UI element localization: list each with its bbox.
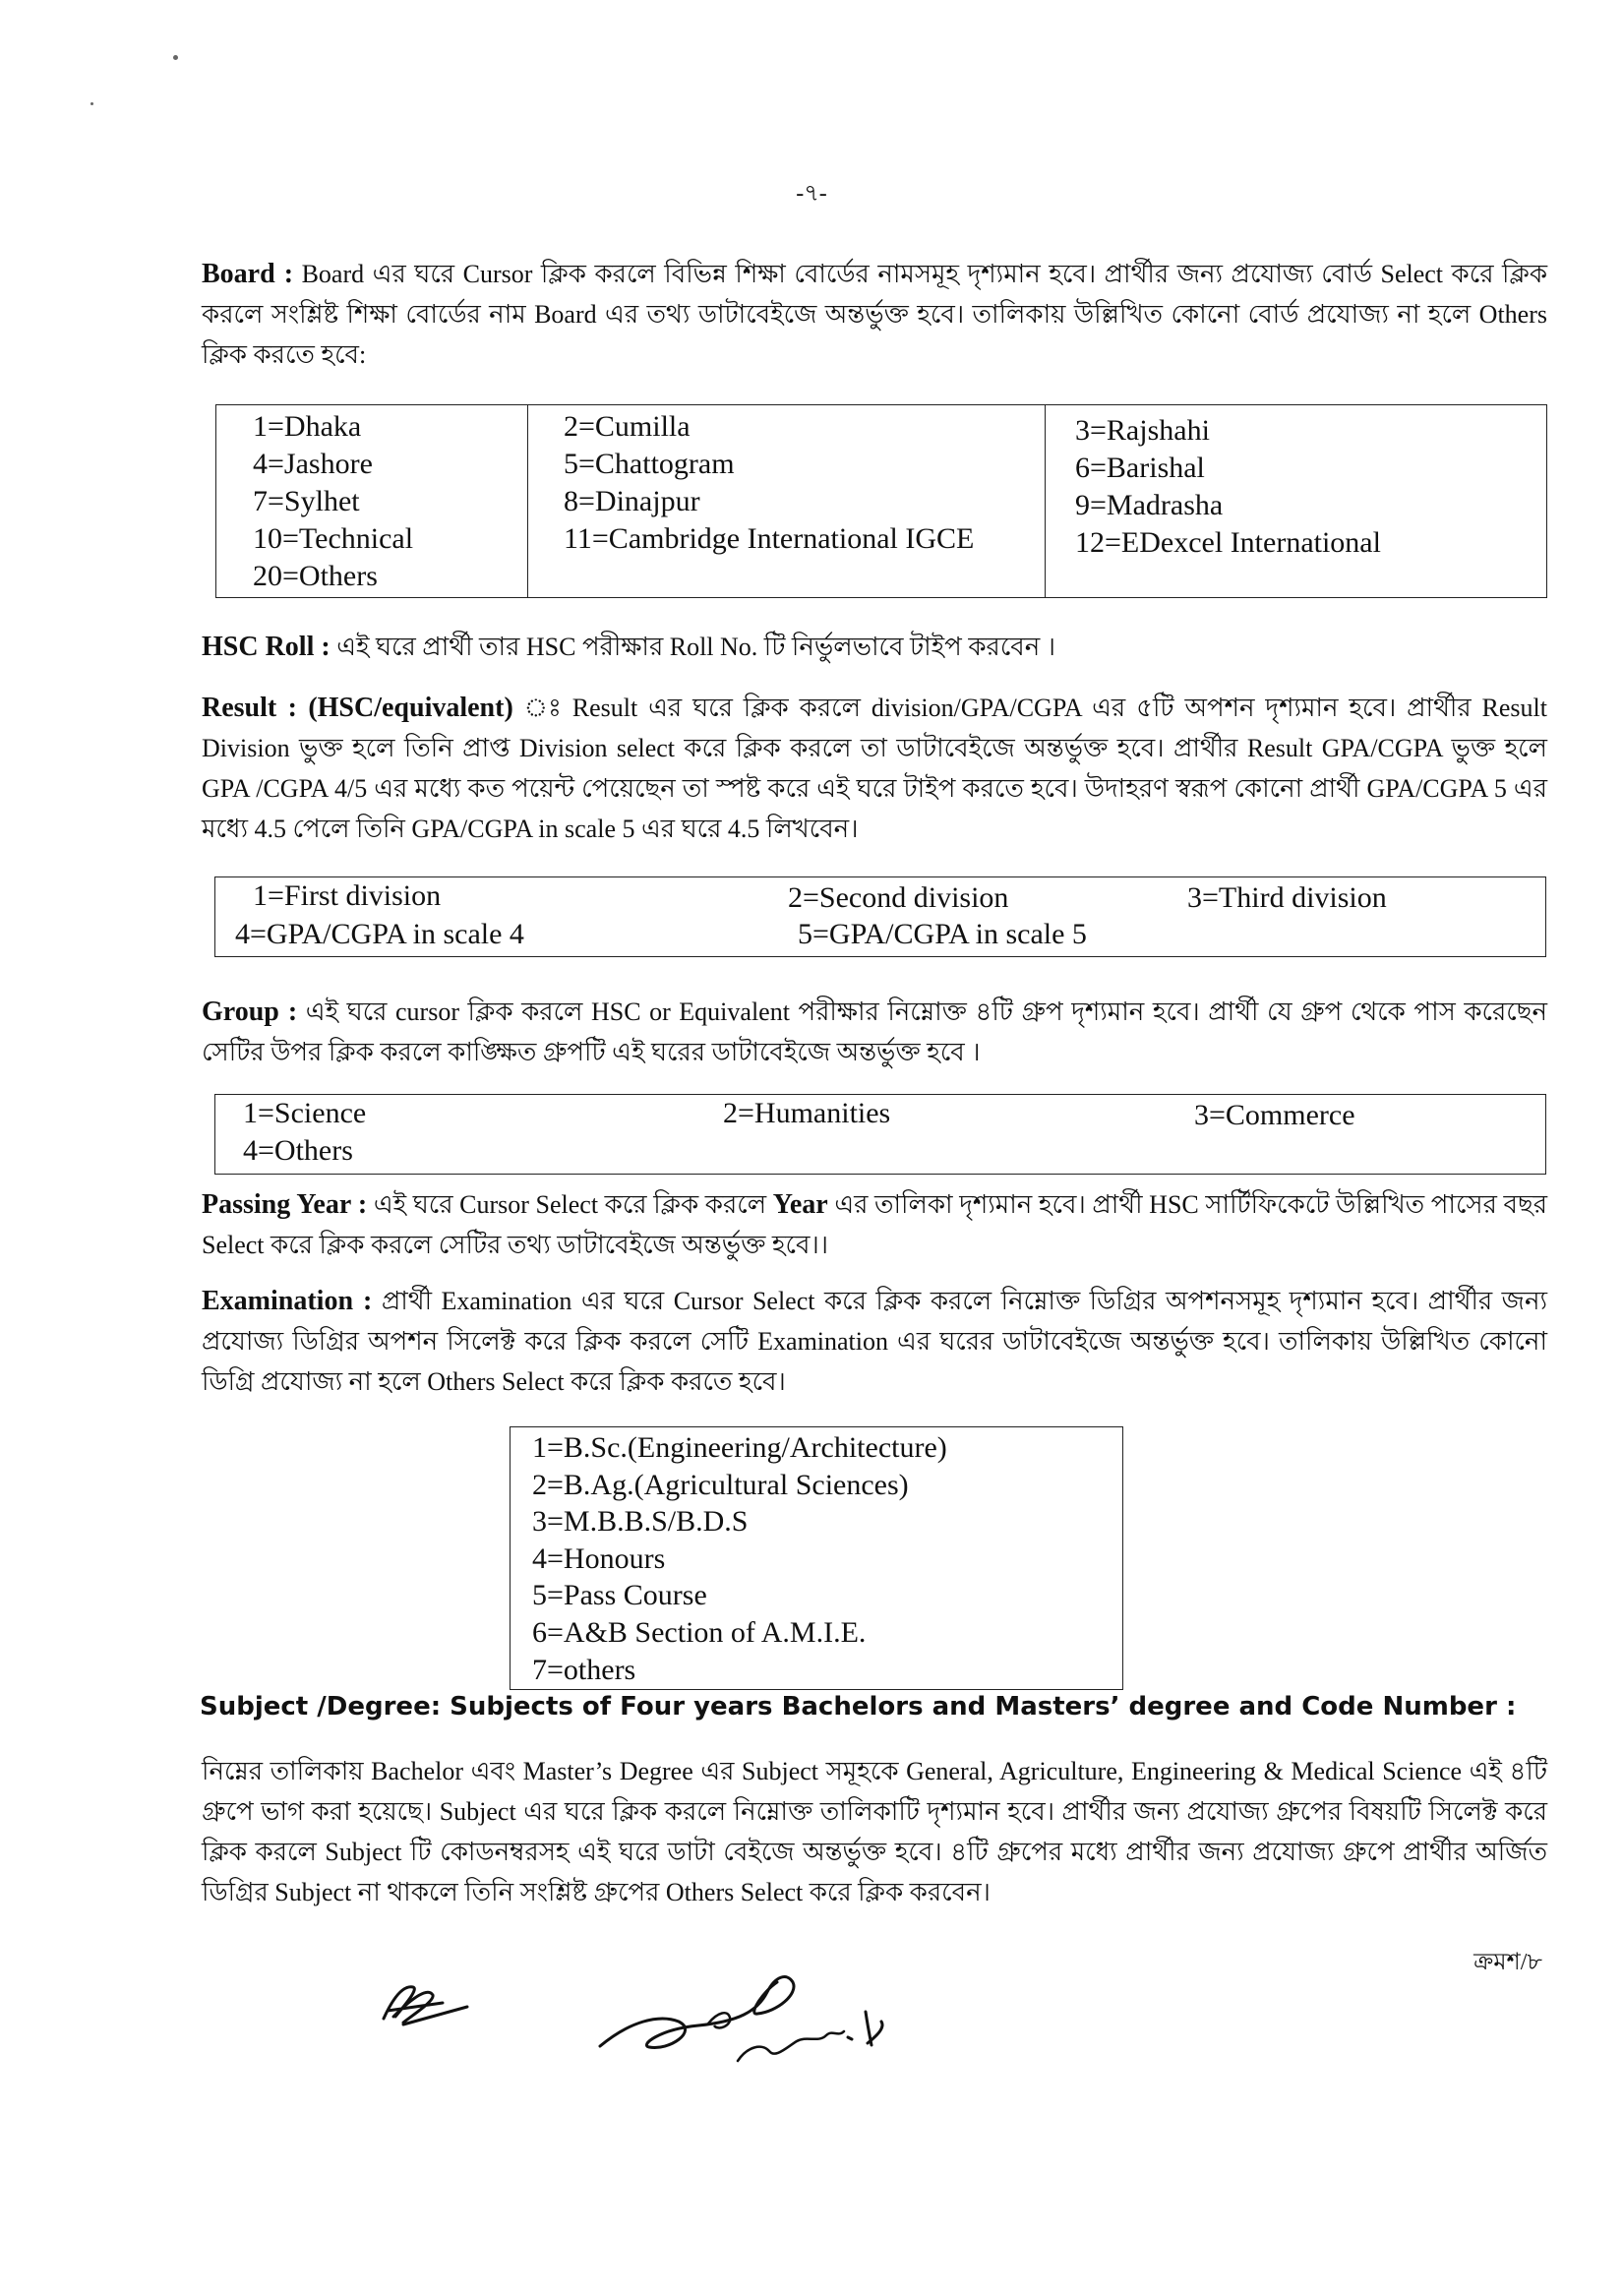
board-option[interactable]: 5=Chattogram [564,448,735,480]
hsc-roll-description: এই ঘরে প্রার্থী তার HSC পরীক্ষার Roll No. টি নির্ভুলভাবে টাইপ করবেন । [336,633,1056,661]
group-label: Group : [202,997,298,1027]
result-label: Result : (HSC/equivalent) [202,693,513,723]
scan-speck [173,55,178,60]
board-options-column-1 [216,405,564,597]
subject-degree-heading: Subject /Degree: Subjects of Four years Bachelors and Masters’ degree and Code Number : [200,1692,1517,1722]
result-option[interactable]: 5=GPA/CGPA in scale 5 [798,918,1087,950]
signature-1 [374,1967,492,2036]
board-option[interactable]: 3=Rajshahi [1075,414,1210,447]
subject-section [202,1751,1547,1912]
result-section [202,688,1547,849]
examination-label: Examination : [202,1286,373,1316]
hsc-roll-label: HSC Roll : [202,632,331,662]
passing-year-description: এই ঘরে Cursor Select করে ক্লিক করলে [373,1190,767,1219]
board-description: Board এর ঘরে Cursor ক্লিক করলে বিভিন্ন শিক্ষা বোর্ডের নামসমূহ দৃশ্যমান হবে। প্রার্থীর জন্য প্রযোজ্য বোর্ড Select করে ক্লিক করলে সংশ্লিষ্ট শিক্ষা বোর্ডের নাম Board এর তথ্য ডাটাবেইজে অন্তর্ভুক্ত হবে। তালিকায় উল্লিখিত কোনো বোর্ড প্রযোজ্য না হলে Others ক্লিক করতে হবে: [202,260,1548,369]
passing-year-bold-word: Year [772,1189,828,1220]
examination-option[interactable]: 1=B.Sc.(Engineering/Architecture) [532,1431,947,1464]
board-option[interactable]: 1=Dhaka [253,410,362,443]
group-option[interactable]: 3=Commerce [1194,1099,1355,1131]
group-section [202,992,1547,1072]
result-option[interactable]: 3=Third division [1187,881,1387,914]
result-option[interactable]: 4=GPA/CGPA in scale 4 [235,918,524,950]
board-option[interactable]: 20=Others [253,560,378,592]
examination-options-table [510,1426,1123,1690]
hsc-roll-section [202,627,1547,667]
result-options-table [214,876,1546,957]
passing-year-section [202,1184,1547,1265]
page-number: -৭- [796,181,827,207]
passing-year-label: Passing Year : [202,1189,368,1220]
examination-section [202,1281,1547,1402]
group-option[interactable]: 1=Science [243,1097,367,1129]
board-options-column-2 [527,405,1081,597]
board-option[interactable]: 12=EDexcel International [1075,526,1381,559]
group-options-table [214,1094,1546,1175]
board-option[interactable]: 10=Technical [253,522,414,555]
examination-description: প্রার্থী Examination এর ঘরে Cursor Select করে ক্লিক করলে নিম্নোক্ত ডিগ্রির অপশনসমূহ দৃশ্যমান হবে। প্রার্থীর জন্য প্রযোজ্য ডিগ্রির অপশন সিলেক্ট করে ক্লিক করলে সেটি Examination এর ঘরের ডাটাবেইজে অন্তর্ভুক্ত হবে। তালিকায় উল্লিখিত কোনো ডিগ্রি প্রযোজ্য না হলে Others Select করে ক্লিক করতে হবে। [202,1287,1547,1396]
result-description: ঃ Result এর ঘরে ক্লিক করলে division/GPA/CGPA এর ৫টি অপশন দৃশ্যমান হবে। প্রার্থীর Result Division ভুক্ত হলে তিনি প্রাপ্ত Division select করে ক্লিক করলে তা ডাটাবেইজে অন্তর্ভুক্ত হবে। প্রার্থীর Result GPA/CGPA ভুক্ত হলে GPA /CGPA 4/5 এর মধ্যে কত পয়েন্ট পেয়েছেন তা স্পষ্ট করে এই ঘরে টাইপ করতে হবে। উদাহরণ স্বরূপ কোনো প্রার্থী GPA/CGPA 5 এর মধ্যে 4.5 পেলে তিনি GPA/CGPA in scale 5 এর ঘরে 4.5 লিখবেন। [202,694,1547,843]
board-option[interactable]: 7=Sylhet [253,485,360,517]
board-option[interactable]: 6=Barishal [1075,452,1205,484]
examination-option[interactable]: 4=Honours [532,1541,666,1575]
examination-option[interactable]: 2=B.Ag.(Agricultural Sciences) [532,1468,909,1501]
group-option[interactable]: 2=Humanities [723,1097,891,1129]
group-option[interactable]: 4=Others [243,1134,353,1167]
continued-marker: ক্রমশ/৮ [1473,1950,1542,1975]
board-options-column-3 [1045,405,1546,597]
examination-option[interactable]: 3=M.B.B.S/B.D.S [532,1505,749,1539]
result-option[interactable]: 2=Second division [788,881,1009,914]
board-option[interactable]: 11=Cambridge International IGCE [564,522,975,555]
examination-option[interactable]: 7=others [532,1653,636,1686]
board-option[interactable]: 2=Cumilla [564,410,691,443]
board-option[interactable]: 8=Dinajpur [564,485,700,517]
signature-2 [590,1953,944,2090]
group-description: এই ঘরে cursor ক্লিক করলে HSC or Equivalent পরীক্ষার নিম্নোক্ত ৪টি গ্রুপ দৃশ্যমান হবে। প্রার্থী যে গ্রুপ থেকে পাস করেছেন সেটির উপর ক্লিক করলে কাঙ্ক্ষিত গ্রুপটি এই ঘরের ডাটাবেইজে অন্তর্ভুক্ত হবে । [202,997,1548,1066]
examination-option[interactable]: 6=A&B Section of A.M.I.E. [532,1615,867,1649]
board-label: Board : [202,259,294,289]
board-option[interactable]: 4=Jashore [253,448,373,480]
passing-year-description-end: এর তালিকা দৃশ্যমান হবে। প্রার্থী HSC সার্টিফিকেটে উল্লিখিত পাসের বছর Select করে ক্লিক করলে সেটির তথ্য ডাটাবেইজে অন্তর্ভুক্ত হবে।। [202,1190,1548,1259]
result-option[interactable]: 1=First division [253,879,442,912]
subject-description: নিম্নের তালিকায় Bachelor এবং Master’s Degree এর Subject সমূহকে General, Agriculture, Engineering & Medical Science এই ৪টি গ্রুপে ভাগ করা হয়েছে। Subject এর ঘরে ক্লিক করলে নিম্নোক্ত তালিকাটি দৃশ্যমান হবে। প্রার্থীর জন্য প্রযোজ্য গ্রুপের বিষয়টি সিলেক্ট করে ক্লিক করলে Subject টি কোডনম্বরসহ এই ঘরে ডাটা বেইজে অন্তর্ভুক্ত হবে। ৪টি গ্রুপের মধ্যে প্রার্থীর জন্য প্রযোজ্য গ্রুপে প্রার্থীর অর্জিত ডিগ্রির Subject না থাকলে তিনি সংশ্লিষ্ট গ্রুপের Others Select করে ক্লিক করবেন। [202,1757,1547,1906]
board-options-table [215,404,1547,598]
board-option[interactable]: 9=Madrasha [1075,489,1224,521]
board-section [202,254,1547,375]
scan-speck [90,102,93,105]
examination-option[interactable]: 5=Pass Course [532,1579,707,1612]
